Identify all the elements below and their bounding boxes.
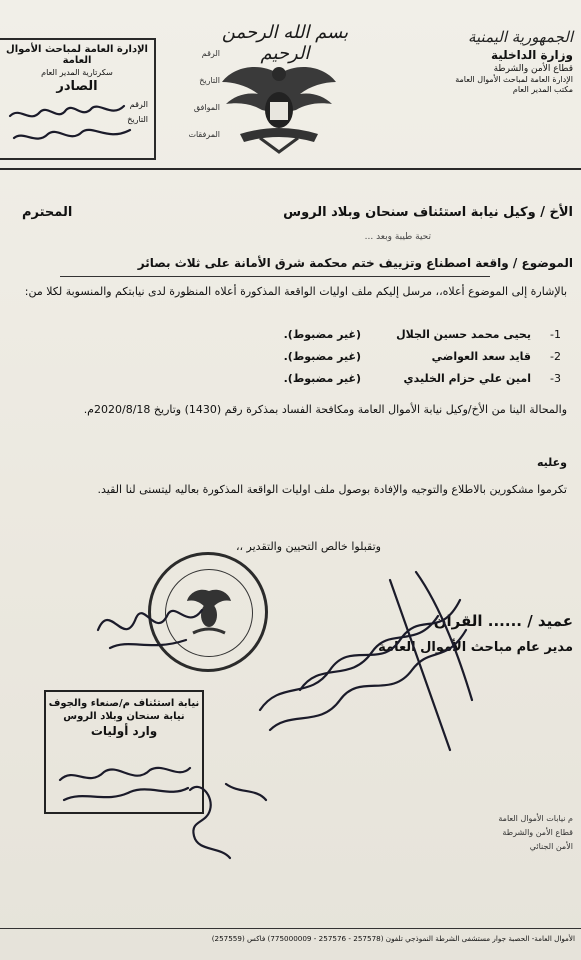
person-status: (غير مضبوط). — [283, 328, 361, 341]
header-divider — [0, 168, 581, 170]
stamp-department: الإدارة العامة لمباحث الأموال العامة — [6, 44, 148, 66]
person-number: 1- — [550, 328, 561, 341]
signature-scribble-icon — [90, 590, 210, 660]
incoming-prosecution: نيابة سنحان وبلاد الروس — [63, 711, 185, 722]
addressee: الأخ / وكيل نيابة استئناف سنحان وبلاد الروس — [283, 205, 573, 220]
person-name: قايد سعد العواضي — [431, 350, 531, 363]
footer-divider — [0, 928, 581, 929]
paragraph-referral: والمحالة الينا من الأخ/وكيل نيابة الأموال العامة ومكافحة الفساد بمذكرة رقم (1430) وتاريخ 2020/8/18م. — [83, 403, 567, 416]
honorific: المحترم — [22, 205, 73, 220]
greeting: تحية طيبة وبعد ... — [364, 232, 431, 242]
incoming-label: وارد أوليات — [90, 724, 158, 738]
stamp-number-label: الرقم — [129, 100, 148, 109]
ref-label: الرقم — [201, 49, 220, 58]
persons-list — [41, 328, 561, 394]
signatory-title: مدير عام مباحث الأموال العامة — [378, 640, 573, 655]
office-name: مكتب المدير العام — [512, 85, 573, 94]
person-name: امين علي حزام الخليدي — [403, 372, 531, 385]
stamp-secretariat: سكرتارية المدير العام — [41, 68, 113, 77]
department-name: الإدارة العامة لمباحث الأموال العامة — [455, 75, 573, 84]
subject-underline — [60, 276, 490, 277]
handwritten-annotation-icon — [240, 560, 480, 760]
basmala: بسم الله الرحمن الرحيم — [221, 22, 349, 64]
header-field-labels — [160, 40, 220, 148]
cc-line-1: م نيابات الأموال العامة — [498, 814, 573, 823]
person-name: يحيى محمد حسين الجلال — [396, 328, 531, 341]
subject-line: الموضوع / واقعة اصطناع وتزييف ختم محكمة شرق الأمانة على ثلاث بصائر — [137, 256, 573, 270]
list-item — [41, 328, 561, 350]
ministry-name: وزارة الداخلية — [490, 48, 573, 62]
person-number: 3- — [550, 372, 561, 385]
person-status: (غير مضبوط). — [283, 372, 361, 385]
handwriting-scribble-icon — [0, 96, 150, 156]
cc-line-2: قطاع الأمن والشرطة — [502, 828, 573, 837]
bottom-scribble-icon — [170, 770, 280, 870]
eagle-emblem-icon — [220, 52, 338, 154]
republic-name: الجمهورية اليمنية — [467, 28, 573, 46]
list-item — [41, 372, 561, 394]
ministry-header — [373, 28, 573, 94]
paragraph-request: تكرموا مشكورين بالاطلاع والتوجيه والإفادة بوصول ملف اوليات الواقعة المذكورة بعاليه ليتسنى لنا القيد. — [97, 483, 567, 496]
incoming-court: نيابة استئناف م/صنعاء والجوف — [48, 698, 200, 709]
addressee-line — [8, 205, 573, 220]
stamp-outgoing: الصادر — [56, 79, 98, 94]
closing-line: وتقبلوا خالص التحيين والتقدير ،، — [235, 540, 381, 553]
paragraph-intro: بالإشارة إلى الموضوع أعلاه،، مرسل إليكم ملف اوليات الواقعة المذكورة أعلاه المنظورة لدى نيابتكم والمنسوبة لكلا من: — [24, 285, 567, 298]
signatory-name: عميد / ...... القران — [433, 612, 573, 630]
footer-contact: الأموال العامة- الحصبة جوار مستشفى الشرطة النموذجي تلفون (257578 - 257576 - 775000009) فاكس (257559) — [211, 934, 575, 943]
person-status: (غير مضبوط). — [283, 350, 361, 363]
attachments-label: المرفقات — [188, 130, 220, 139]
stamp-date-label: التاريخ — [127, 115, 148, 124]
list-item — [41, 350, 561, 372]
person-number: 2- — [550, 350, 561, 363]
sector-name: قطاع الأمن والشرطة — [493, 64, 573, 74]
therefore-note: وعليه — [536, 456, 567, 469]
cc-block — [443, 812, 573, 854]
subject-label: الموافق — [193, 103, 220, 112]
cc-line-3: الأمن الجنائي — [529, 842, 573, 851]
date-label: التاريخ — [199, 76, 220, 85]
